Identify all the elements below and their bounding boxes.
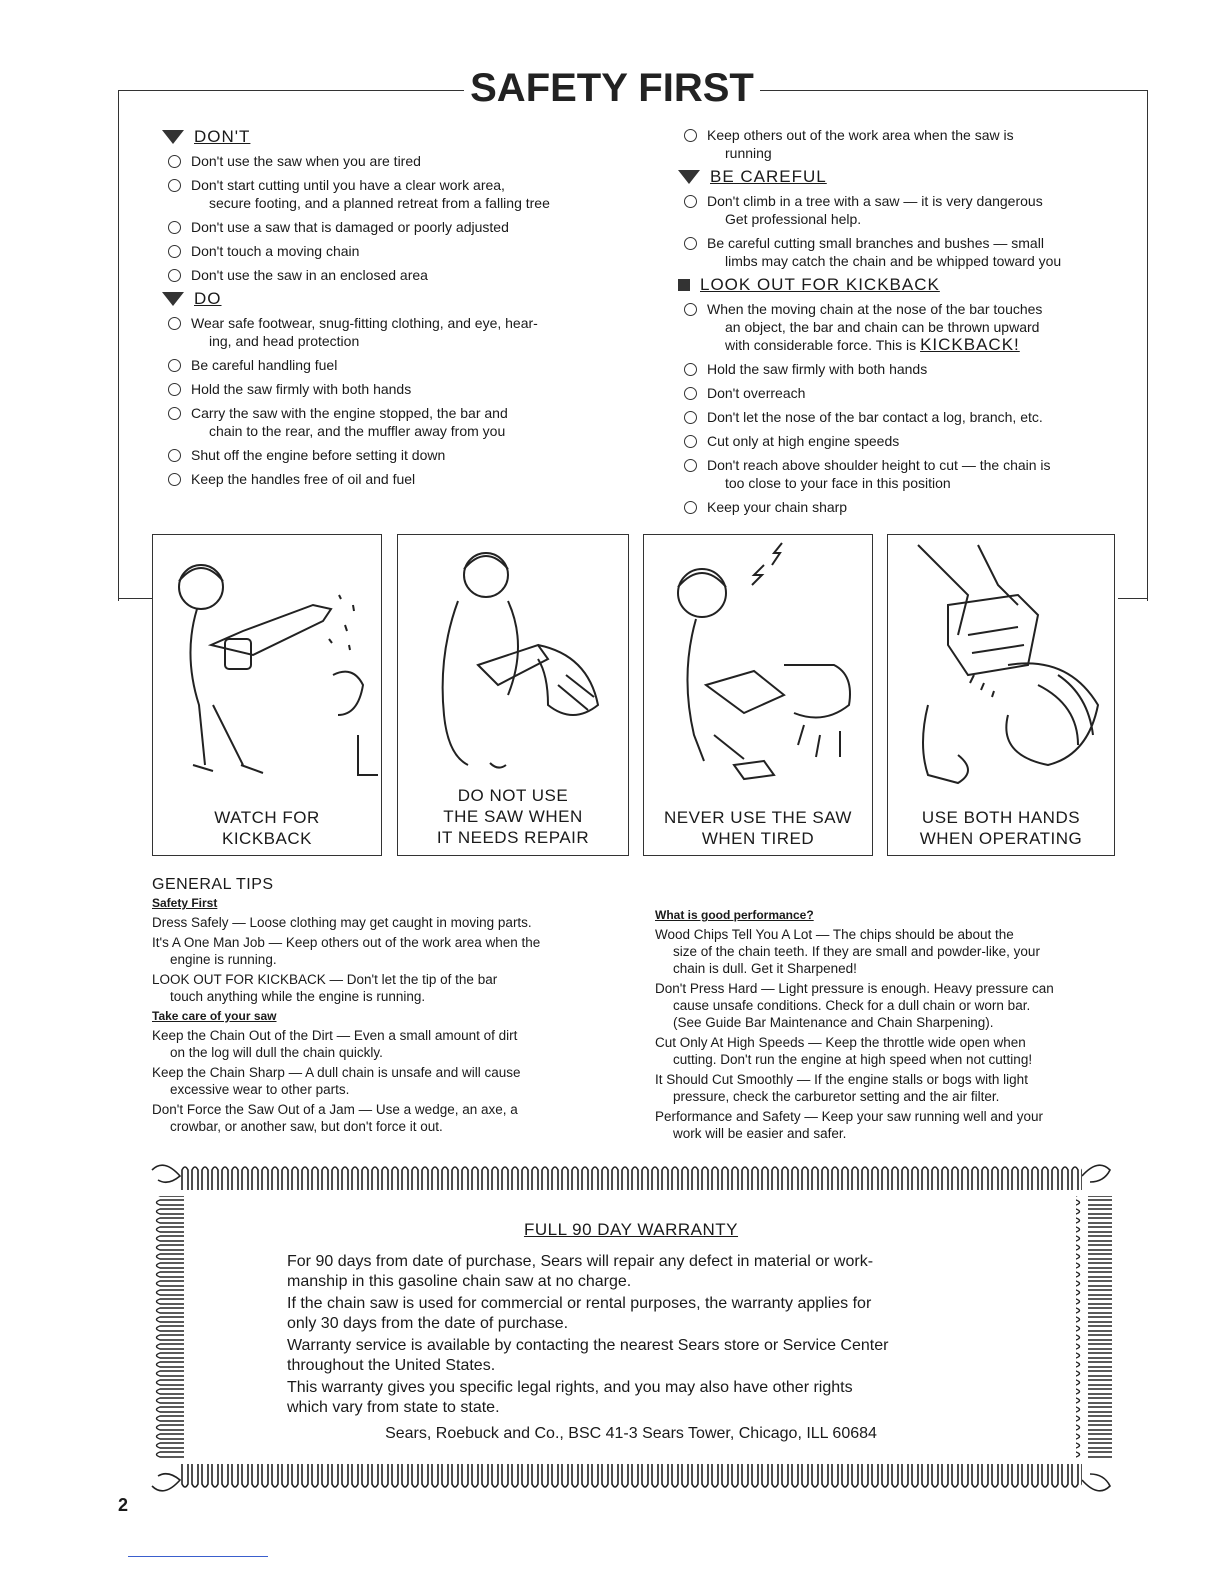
dont-list xyxy=(162,152,602,284)
list-item: Hold the saw firmly with both hands xyxy=(162,380,602,398)
panel-watch-for-kickback xyxy=(152,534,382,856)
tip-item: Performance and Safety — Keep your saw running well and your work will be easier and safer. xyxy=(655,1109,1043,1141)
list-item: Don't touch a moving chain xyxy=(162,242,602,260)
panel-use-both-hands xyxy=(887,534,1115,856)
be-careful-heading: BE CAREFUL xyxy=(678,168,1108,186)
page-title: SAFETY FIRST xyxy=(0,66,1224,111)
left-column xyxy=(162,126,602,494)
tip-item: Dress Safely — Loose clothing may get caught in moving parts. xyxy=(152,915,532,930)
circle-bullet-icon xyxy=(168,359,181,372)
list-item: Don't start cutting until you have a clear work area, secure footing, and a planned retreat from a falling tree xyxy=(162,176,602,212)
circle-bullet-icon xyxy=(684,363,697,376)
do-list xyxy=(162,314,602,488)
circle-bullet-icon xyxy=(168,155,181,168)
list-item: Keep others out of the work area when the saw is running xyxy=(678,126,1108,162)
tip-item: Wood Chips Tell You A Lot — The chips should be about the size of the chain teeth. If they are small and powder-like, your chain is dull. Get it Sharpened! xyxy=(655,927,1040,976)
footer-rule xyxy=(128,1556,268,1557)
list-item: Don't reach above shoulder height to cut — the chain is too close to your face in this position xyxy=(678,456,1108,492)
general-tips-heading: GENERAL TIPS xyxy=(152,876,274,893)
circle-bullet-icon xyxy=(684,459,697,472)
right-column xyxy=(678,126,1108,522)
frame-edge-left xyxy=(118,598,152,599)
list-item: Don't use the saw in an enclosed area xyxy=(162,266,602,284)
tip-item: Don't Force the Saw Out of a Jam — Use a wedge, an axe, a crowbar, or another saw, but don't force it out. xyxy=(152,1102,518,1134)
circle-bullet-icon xyxy=(684,435,697,448)
good-performance-subheading: What is good performance? xyxy=(655,908,814,922)
circle-bullet-icon xyxy=(684,237,697,250)
list-item: Don't climb in a tree with a saw — it is very dangerous Get professional help. xyxy=(678,192,1108,228)
warranty-address: Sears, Roebuck and Co., BSC 41-3 Sears Tower, Chicago, ILL 60684 xyxy=(385,1425,877,1442)
list-item: Don't let the nose of the bar contact a log, branch, etc. xyxy=(678,408,1108,426)
panel-caption: USE BOTH HANDS WHEN OPERATING xyxy=(919,808,1083,848)
list-item: Wear safe footwear, snug-fitting clothing, and eye, hear- ing, and head protection xyxy=(162,314,602,350)
circle-bullet-icon xyxy=(168,449,181,462)
warranty-heading: FULL 90 DAY WARRANTY xyxy=(523,1220,739,1239)
kickback-heading: LOOK OUT FOR KICKBACK xyxy=(678,276,1108,294)
list-item: Shut off the engine before setting it down xyxy=(162,446,602,464)
list-item: Be careful handling fuel xyxy=(162,356,602,374)
tip-item: It's A One Man Job — Keep others out of the work area when the engine is running. xyxy=(152,935,541,967)
tip-item: Cut Only At High Speeds — Keep the throttle wide open when cutting. Don't run the engine at high speed when not cutting! xyxy=(655,1035,1033,1067)
kickback-emphasis: KICKBACK! xyxy=(920,335,1020,354)
circle-bullet-icon xyxy=(168,221,181,234)
take-care-subheading: Take care of your saw xyxy=(152,1009,277,1023)
circle-bullet-icon xyxy=(168,407,181,420)
circle-bullet-icon xyxy=(684,129,697,142)
warranty-body: For 90 days from date of purchase, Sears will repair any defect in material or work- manship in this gasoline chain saw at no charge. If the chain saw is used for commercial or rental purposes, the warranty applies for only 30 days from the date of purchase. Warranty service is available by contacting the nearest Sears store or Service Center throughout the United States. This warranty gives you specific legal rights, and you may also have other rights which vary from state to state. xyxy=(287,1253,889,1416)
panel-do-not-use-when-repair xyxy=(397,534,629,856)
frame-edge-right xyxy=(1118,598,1148,599)
circle-bullet-icon xyxy=(168,245,181,258)
circle-bullet-icon xyxy=(168,269,181,282)
general-tips-left xyxy=(152,876,622,1138)
panel-never-use-when-tired xyxy=(643,534,873,856)
tip-item: It Should Cut Smoothly — If the engine stalls or bogs with light pressure, check the carburetor setting and the air filter. xyxy=(655,1072,1028,1104)
list-item: Don't use the saw when you are tired xyxy=(162,152,602,170)
circle-bullet-icon xyxy=(168,179,181,192)
list-item: Hold the saw firmly with both hands xyxy=(678,360,1108,378)
list-item: Be careful cutting small branches and bushes — small limbs may catch the chain and be whipped toward you xyxy=(678,234,1108,270)
panel-caption: NEVER USE THE SAW WHEN TIRED xyxy=(664,808,852,848)
triangle-icon xyxy=(678,170,700,184)
list-item: Keep the handles free of oil and fuel xyxy=(162,470,602,488)
circle-bullet-icon xyxy=(684,411,697,424)
panel-caption: WATCH FOR KICKBACK xyxy=(214,808,320,848)
tip-item: Keep the Chain Sharp — A dull chain is unsafe and will cause excessive wear to other parts. xyxy=(152,1065,521,1097)
panel-caption: DO NOT USE THE SAW WHEN IT NEEDS REPAIR xyxy=(436,786,590,847)
circle-bullet-icon xyxy=(168,317,181,330)
triangle-icon xyxy=(162,292,184,306)
list-item: When the moving chain at the nose of the bar touches an object, the bar and chain can be thrown upward with considerable force. This is KICKBACK! xyxy=(678,300,1108,354)
dont-heading: DON'T xyxy=(162,128,602,146)
do-heading: DO xyxy=(162,290,602,308)
square-icon xyxy=(678,279,690,291)
list-item: Keep your chain sharp xyxy=(678,498,1108,516)
circle-bullet-icon xyxy=(684,501,697,514)
circle-bullet-icon xyxy=(684,387,697,400)
circle-bullet-icon xyxy=(684,195,697,208)
circle-bullet-icon xyxy=(684,303,697,316)
tip-item: Keep the Chain Out of the Dirt — Even a small amount of dirt on the log will dull the chain quickly. xyxy=(152,1028,518,1060)
safety-first-subheading: Safety First xyxy=(152,896,218,910)
tip-item: Don't Press Hard — Light pressure is enough. Heavy pressure can cause unsafe conditions. Check for a dull chain or worn bar. (See Guide Bar Maintenance and Chain Sharpening). xyxy=(655,981,1054,1030)
list-item: Cut only at high engine speeds xyxy=(678,432,1108,450)
circle-bullet-icon xyxy=(168,473,181,486)
tip-item: LOOK OUT FOR KICKBACK — Don't let the tip of the bar touch anything while the engine is running. xyxy=(152,972,498,1004)
circle-bullet-icon xyxy=(168,383,181,396)
list-item: Carry the saw with the engine stopped, the bar and chain to the rear, and the muffler away from you xyxy=(162,404,602,440)
list-item: Don't use a saw that is damaged or poorly adjusted xyxy=(162,218,602,236)
page-number: 2 xyxy=(118,1495,129,1515)
list-item: Don't overreach xyxy=(678,384,1108,402)
triangle-icon xyxy=(162,130,184,144)
general-tips-right xyxy=(655,906,1120,1145)
